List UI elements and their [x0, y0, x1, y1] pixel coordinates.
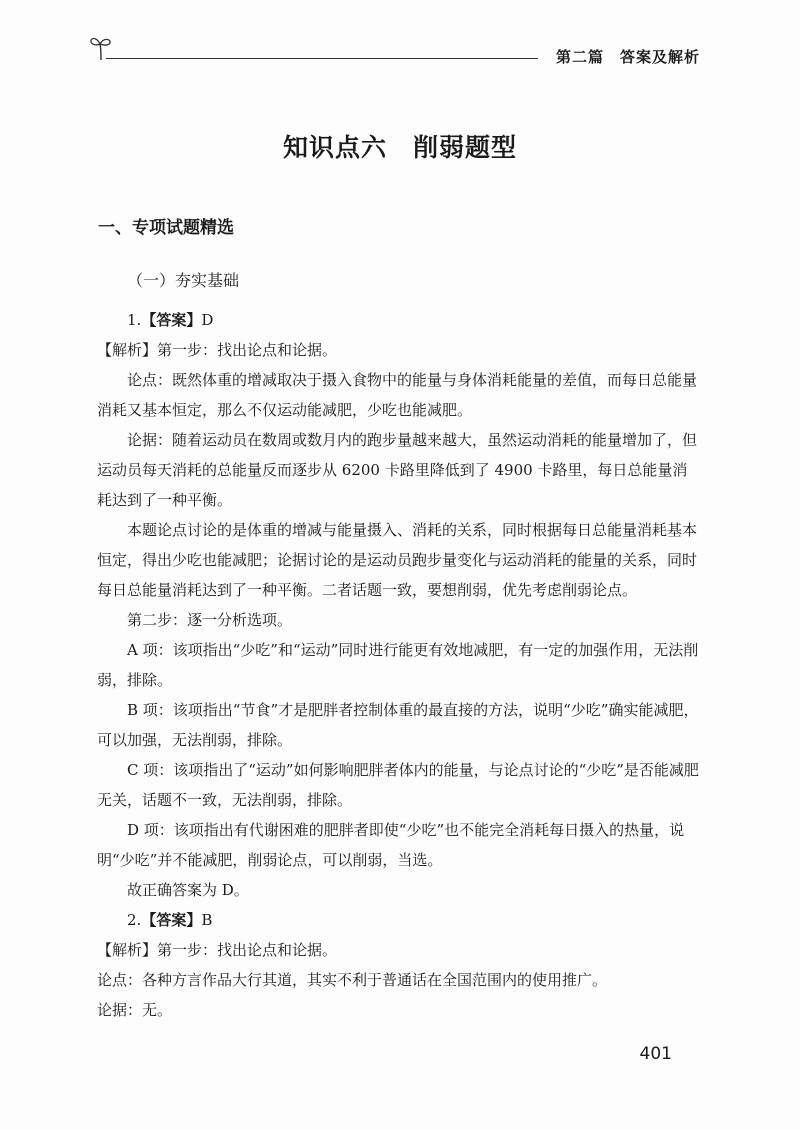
running-head: 第二篇 答案及解析: [555, 48, 700, 66]
q1-answer-line: [97, 305, 700, 335]
header-rule: [106, 58, 538, 59]
q1-option-b: B 项：该项指出“节食”才是肥胖者控制体重的最直接的方法，说明“少吃”确实能减肥，可以加强，无法削弱，排除。: [97, 701, 699, 749]
q2-argument: 论点：各种方言作品大行其道，其实不利于普通话在全国范围内的使用推广。: [97, 971, 608, 989]
q1-option-c: C 项：该项指出了“运动”如何影响肥胖者体内的能量，与论点讨论的“少吃”是否能减肥无关，话题不一致，无法削弱，排除。: [97, 761, 699, 809]
q2-number: 2.: [127, 911, 142, 929]
section-title: 一、专项试题精选: [98, 218, 234, 238]
q1-argument: 论点：既然体重的增减取决于摄入食物中的能量与身体消耗能量的差值，而每日总能量消耗又基本恒定，那么不仅运动能减肥，少吃也能减肥。: [97, 371, 698, 419]
q1-number: 1.: [127, 311, 142, 329]
q1-discussion: 本题论点讨论的是体重的增减与能量摄入、消耗的关系，同时根据每日总能量消耗基本恒定，得出少吃也能减肥；论据讨论的是运动员跑步量变化与运动消耗的能量的关系，同时每日总能量消耗达到了一种平衡。二者话题一致，要想削弱，优先考虑削弱论点。: [97, 521, 698, 599]
q2-answer-value: B: [201, 911, 213, 929]
q2-analysis-label: 【解析】: [97, 941, 158, 959]
q1-step2: 第二步：逐一分析选项。: [127, 611, 293, 629]
q1-step1-text: 第一步：找出论点和论据。: [157, 341, 338, 359]
q1-conclusion: 故正确答案为 D。: [127, 881, 249, 899]
q1-option-d: D 项：该项指出有代谢困难的肥胖者即使“少吃”也不能完全消耗每日摄入的热量，说明“少吃”并不能减肥，削弱论点，可以削弱，当选。: [97, 821, 685, 869]
sub-title: （一）夯实基础: [127, 271, 240, 290]
page-header: [88, 32, 700, 72]
q2-analysis-step1: [97, 935, 700, 965]
q1-evidence: 论据：随着运动员在数周或数月内的跑步量越来越大，虽然运动消耗的能量增加了，但运动员每天消耗的总能量反而逐步从 6200 卡路里降低到了 4900 卡路里，每日总能量消耗达到了一种平衡。: [97, 431, 698, 509]
main-content: [97, 305, 700, 1025]
q1-option-a: A 项：该项指出“少吃”和“运动”同时进行能更有效地减肥，有一定的加强作用，无法削弱，排除。: [97, 641, 699, 689]
q1-answer-value: D: [201, 311, 214, 329]
q2-answer-line: [97, 905, 700, 935]
q1-analysis-label: 【解析】: [97, 341, 158, 359]
q1-answer-label: 【答案】: [141, 311, 202, 329]
chapter-title: 知识点六 削弱题型: [282, 133, 517, 162]
q2-evidence: 论据：无。: [97, 1001, 173, 1019]
page-number: 401: [639, 1044, 672, 1064]
q1-analysis-step1: [97, 335, 700, 365]
q2-step1-text: 第一步：找出论点和论据。: [157, 941, 338, 959]
q2-answer-label: 【答案】: [141, 911, 202, 929]
